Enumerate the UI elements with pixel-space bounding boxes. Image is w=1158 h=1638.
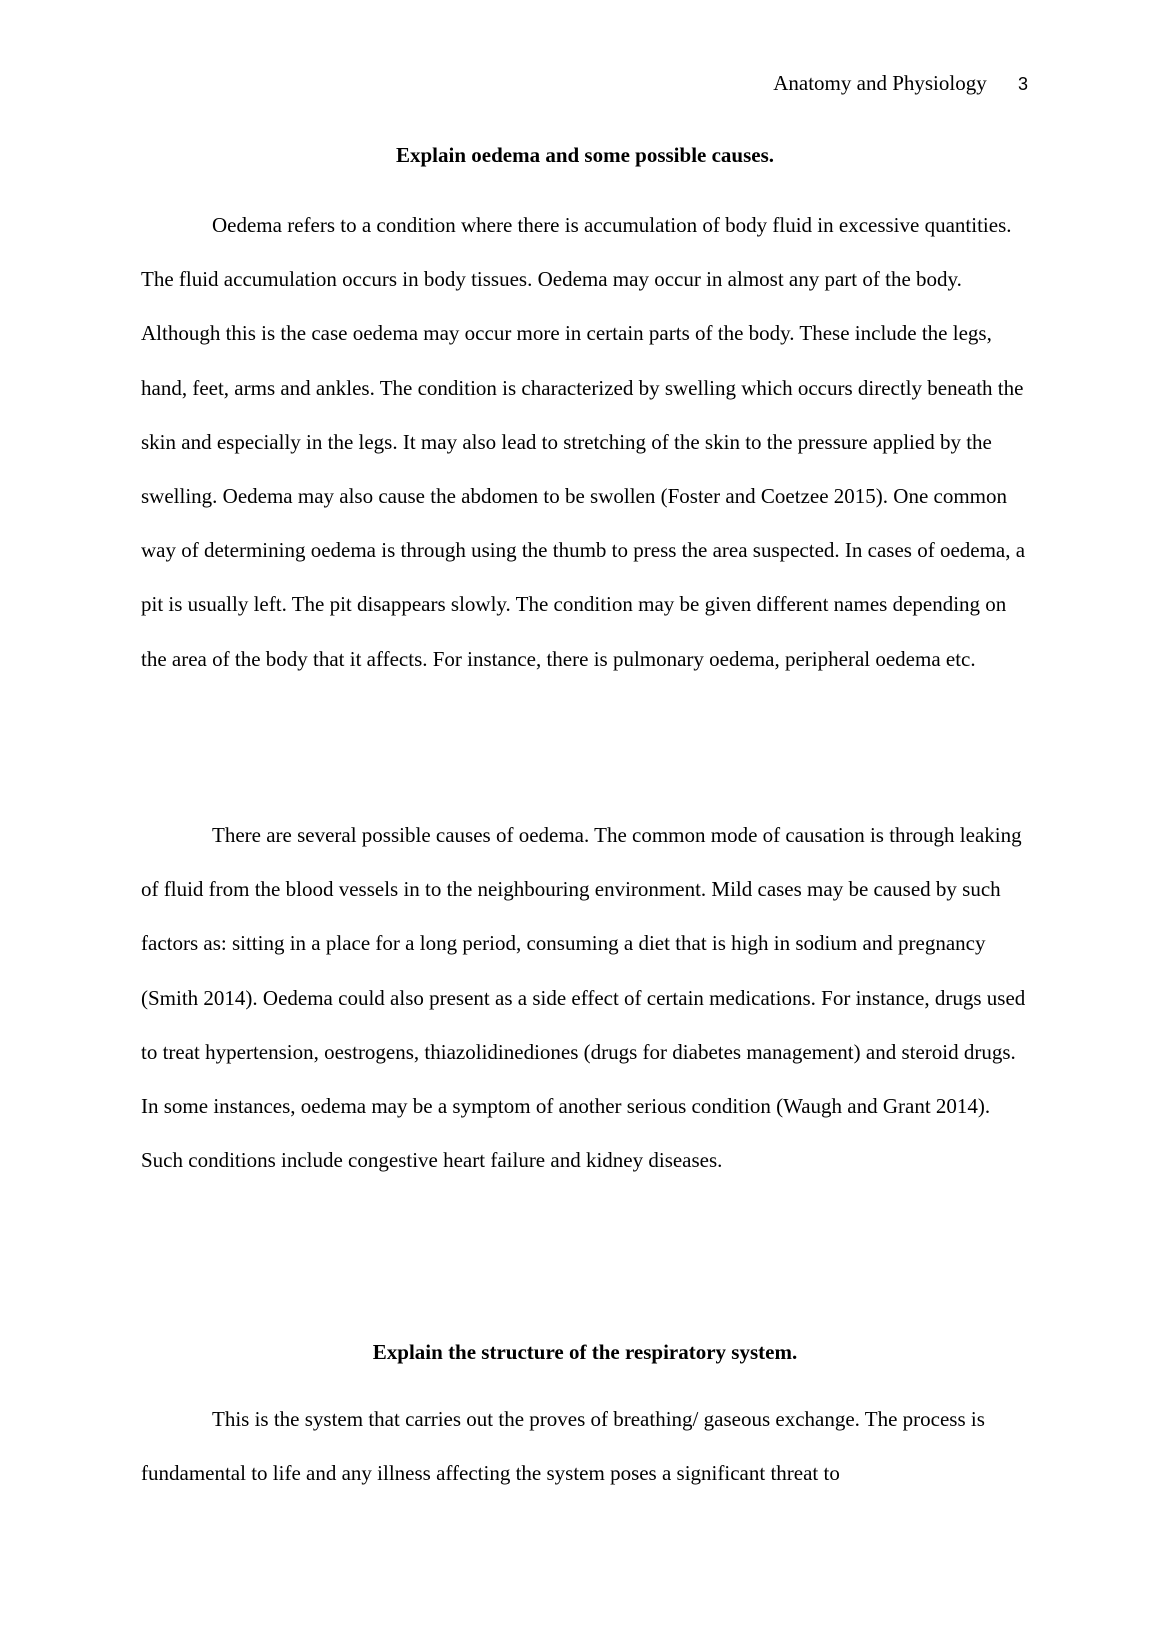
- section-heading-respiratory: Explain the structure of the respiratory system.: [372, 1340, 798, 1364]
- header-title: Anatomy and Physiology: [773, 71, 987, 95]
- section-heading-oedema: Explain oedema and some possible causes.: [395, 143, 775, 167]
- paragraph-oedema-definition: [141, 198, 1029, 686]
- running-header: [773, 68, 1028, 99]
- page-number: 3: [1017, 74, 1028, 94]
- paragraph-text: Oedema refers to a condition where there is accumulation of body fluid in excessive quantities. The fluid accumulation occurs in body tissues. Oedema may occur in almost any part of the body. Although this is the case oedema may occur more in certain parts of the body. These include the legs, hand, feet, arms and ankles. The condition is characterized by swelling which occurs directly beneath the skin and especially in the legs. It may also lead to stretching of the skin to the pressure applied by the swelling. Oedema may also cause the abdomen to be swollen (Foster and Coetzee 2015). One common way of determining oedema is through using the thumb to press the area suspected. In cases of oedema, a pit is usually left. The pit disappears slowly. The condition may be given different names depending on the area of the body that it affects. For instance, there is pulmonary oedema, peripheral oedema etc.: [141, 213, 1026, 671]
- paragraph-text: There are several possible causes of oedema. The common mode of causation is through leaking of fluid from the blood vessels in to the neighbouring environment. Mild cases may be caused by such factors as: sitting in a place for a long period, consuming a diet that is high in sodium and pregnancy (Smith 2014). Oedema could also present as a side effect of certain medications. For instance, drugs used to treat hypertension, oestrogens, thiazolidinediones (drugs for diabetes management) and steroid drugs. In some instances, oedema may be a symptom of another serious condition (Waugh and Grant 2014). Such conditions include congestive heart failure and kidney diseases.: [141, 823, 1026, 1173]
- paragraph-text: This is the system that carries out the proves of breathing/ gaseous exchange. The process is fundamental to life and any illness affecting the system poses a significant threat to: [141, 1407, 985, 1486]
- paragraph-respiratory-intro: [141, 1392, 1029, 1500]
- paragraph-oedema-causes: [141, 808, 1029, 1187]
